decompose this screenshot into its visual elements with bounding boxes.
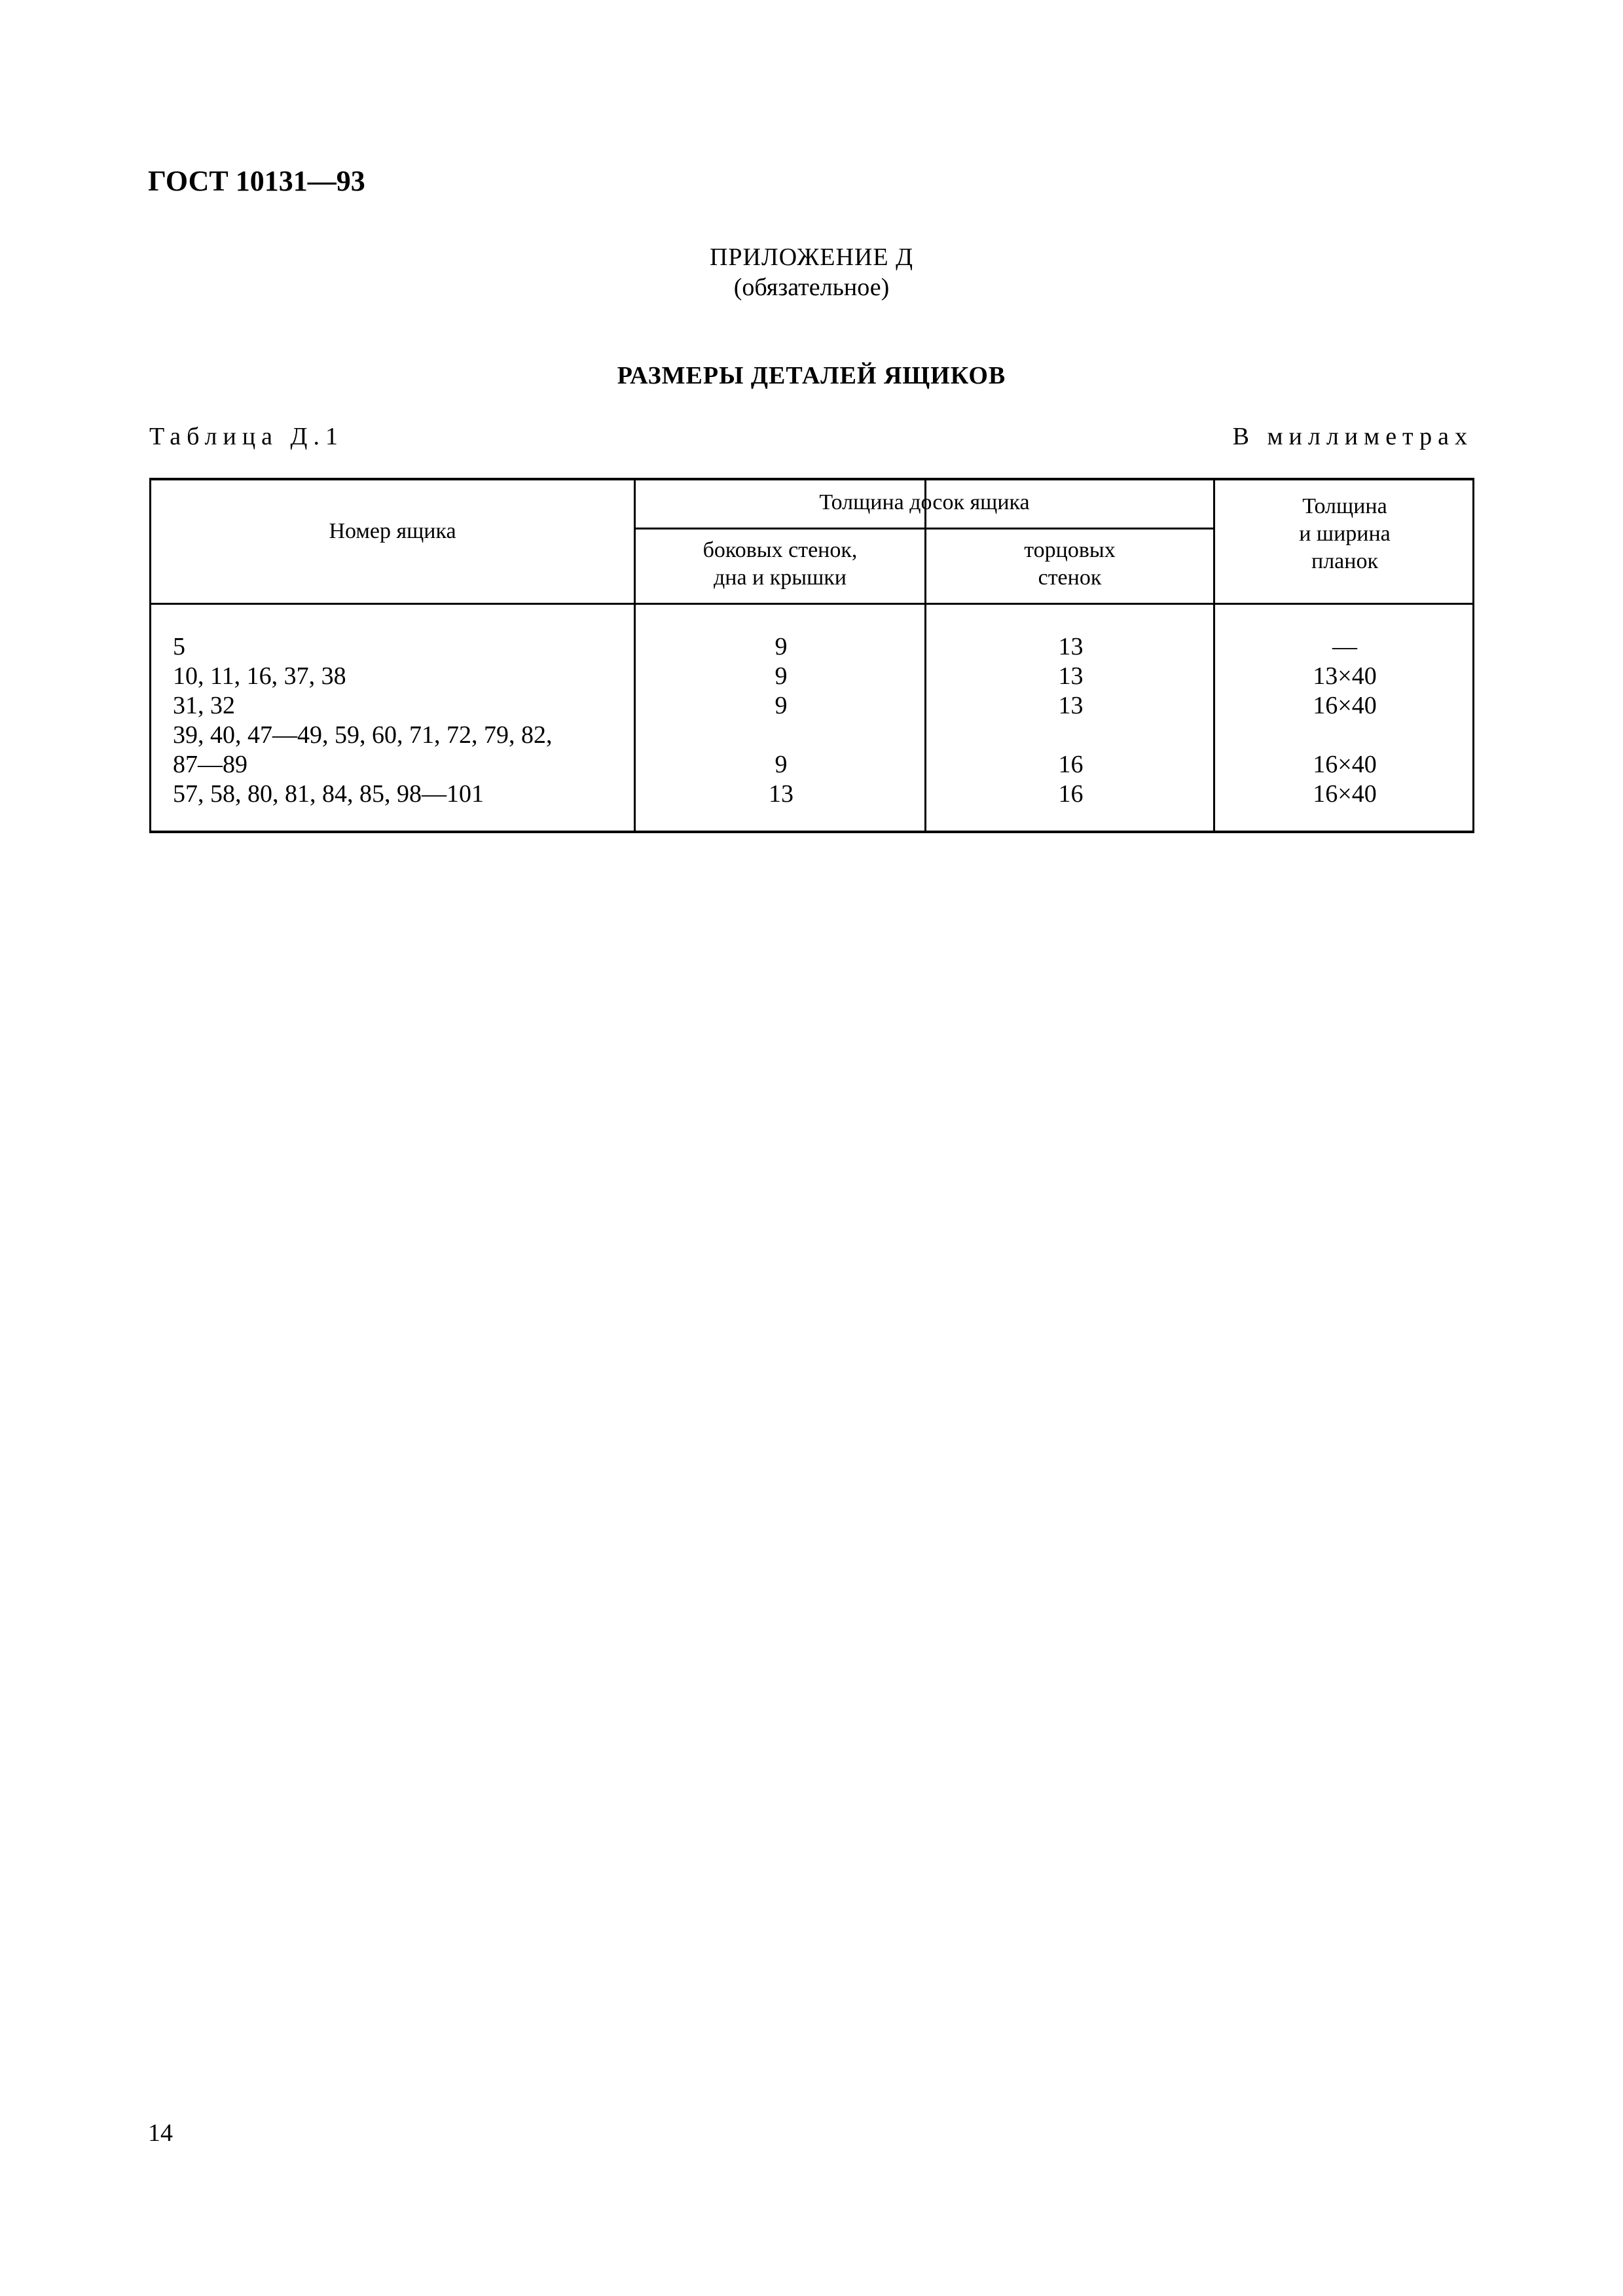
table-cell: [926, 721, 1215, 750]
header-plank-line: Толщина: [1302, 494, 1387, 518]
table-cell: 16: [1058, 780, 1084, 808]
header-end-walls-line: торцовых: [1024, 538, 1116, 562]
table-cell: 9: [775, 633, 788, 660]
column-box-number: [173, 632, 553, 809]
table-cell: [636, 721, 926, 750]
table-cell: 16×40: [1313, 780, 1377, 808]
table-cell: 9: [775, 751, 788, 778]
column-side-walls: [636, 632, 926, 809]
column-plank-size: [1215, 632, 1474, 809]
header-board-thickness: Толщина досок ящика: [819, 490, 1030, 514]
table-label: Таблица Д.1: [149, 423, 344, 450]
table-units: В миллиметрах: [1232, 423, 1473, 450]
table-cell: 13×40: [1313, 662, 1377, 690]
table-cell: 13: [1058, 633, 1084, 660]
table-cell: 57, 58, 80, 81, 84, 85, 98—101: [173, 780, 484, 808]
header-plank-line: и ширина: [1299, 522, 1391, 546]
page-number: 14: [148, 2119, 173, 2147]
table-cell: 9: [775, 692, 788, 719]
header-divider: [151, 603, 1472, 605]
appendix-note: (обязательное): [733, 274, 890, 301]
header-side-walls-line: боковых стенок,: [702, 538, 858, 562]
table-cell: 9: [775, 662, 788, 690]
header-plank-size: [1215, 493, 1474, 575]
table-cell: 10, 11, 16, 37, 38: [173, 662, 346, 690]
table-cell: —: [1332, 633, 1357, 660]
table-cell: 13: [1058, 662, 1084, 690]
header-end-walls-line: стенок: [1038, 565, 1102, 590]
header-box-number: Номер ящика: [329, 519, 456, 543]
document-code: ГОСТ 10131—93: [148, 165, 365, 197]
table-cell: 16×40: [1313, 692, 1377, 719]
table-cell: 16×40: [1313, 751, 1377, 778]
table-cell: [1215, 721, 1474, 750]
header-end-walls: [926, 537, 1213, 592]
subheader-divider: [636, 528, 1213, 529]
table-cell: 39, 40, 47—49, 59, 60, 71, 72, 79, 82,: [173, 721, 553, 749]
table-cell: 87—89: [173, 751, 247, 778]
header-plank-line: планок: [1311, 549, 1378, 573]
appendix-title: ПРИЛОЖЕНИЕ Д: [709, 243, 914, 271]
table-cell: 31, 32: [173, 692, 235, 719]
table-cell: 13: [769, 780, 793, 808]
column-end-walls: [926, 632, 1215, 809]
box-dimensions-table: [149, 478, 1474, 833]
table-cell: 5: [173, 633, 185, 660]
header-side-walls-line: дна и крышки: [713, 565, 847, 590]
section-title: РАЗМЕРЫ ДЕТАЛЕЙ ЯЩИКОВ: [617, 362, 1006, 389]
table-cell: 16: [1058, 751, 1084, 778]
table-cell: 13: [1058, 692, 1084, 719]
header-side-walls: [636, 537, 924, 592]
